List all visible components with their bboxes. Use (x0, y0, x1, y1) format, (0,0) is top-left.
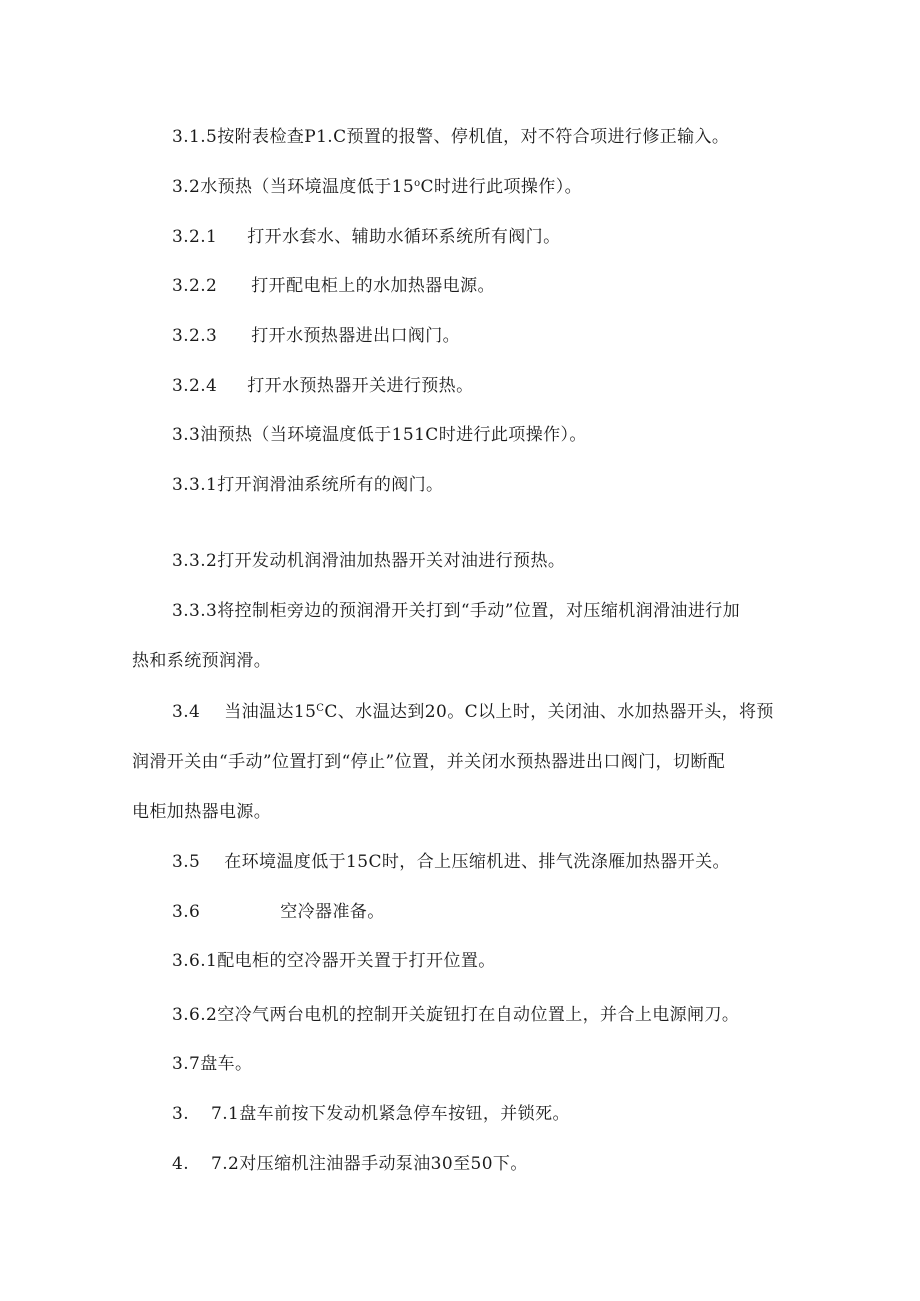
para-3-2-4 (172, 375, 473, 397)
para-3-3-3-text-a: 3.3.3将控制柜旁边的预润滑开关打到“手动”位置，对压缩机润滑油进行加 (172, 601, 741, 621)
para-3-2-3-number: 3.2.3 (172, 326, 218, 346)
para-3-2-1 (172, 226, 560, 248)
para-3-6-text: 空冷器准备。 (280, 902, 385, 922)
para-3-2-3-text: 打开水预热器进出口阀门。 (251, 326, 461, 346)
para-3-2-4-text: 打开水预热器开关进行预热。 (247, 376, 474, 396)
para-3-6-1-text: 3.6.1配电柜的空冷器开关置于打开位置。 (172, 951, 496, 971)
para-3-4-line-1 (172, 701, 774, 723)
para-3-3-3-text-b: 热和系统预润滑。 (132, 651, 272, 671)
para-3-3 (172, 424, 587, 446)
para-3-2-3 (172, 325, 460, 347)
para-3-3-1 (172, 474, 443, 496)
para-3-2-2-text: 打开配电柜上的水加热器电源。 (251, 276, 495, 296)
para-3-3-3-line-1 (172, 600, 740, 622)
para-3-3-3-line-2 (132, 650, 271, 672)
para-3-3-2 (172, 550, 565, 572)
para-3-3-2-text: 3.3.2打开发动机润滑油加热器开关对油进行预热。 (172, 551, 566, 571)
para-3-5-number: 3.5 (172, 852, 201, 872)
para-3-2-1-number: 3.2.1 (172, 227, 218, 247)
para-3-1-5-text: 3.1.5按附表检查P1.C预置的报警、停机值，对不符合项进行修正输入。 (172, 127, 730, 147)
para-3-2-text-b: C时进行此项操作）。 (420, 177, 583, 197)
para-3-6-2 (172, 1004, 739, 1026)
para-3-2-1-text: 打开水套水、辅助水循环系统所有阀门。 (247, 227, 561, 247)
para-3-4-text-b: 润滑开关由“手动”位置打到“停止”位置，并关闭水预热器进出口阀门，切断配 (132, 752, 726, 772)
para-3-4-text-a2: C、水温达到20。C以上时，关闭油、水加热器开头，将预 (324, 702, 774, 722)
para-3-4-text-a1: 当油温达15 (224, 702, 317, 722)
para-3-6-number: 3.6 (172, 902, 201, 922)
para-3-7 (172, 1053, 252, 1075)
para-4-7-2-text: 7.2对压缩机注油器手动泵油30至50下。 (211, 1154, 528, 1174)
para-3-4-line-2 (132, 751, 725, 773)
para-3-7-1 (172, 1103, 570, 1125)
para-3-7-1-number: 3. (172, 1104, 190, 1124)
para-3-6-1 (172, 950, 496, 972)
para-3-2 (172, 176, 582, 198)
degree-mark: o (414, 178, 421, 189)
para-3-2-2-number: 3.2.2 (172, 276, 218, 296)
para-3-6 (172, 901, 385, 923)
para-3-5 (172, 851, 730, 873)
para-3-1-5 (172, 126, 729, 148)
para-3-7-1-text: 7.1盘车前按下发动机紧急停车按钮，并锁死。 (211, 1104, 570, 1124)
superscript-mark: C (316, 703, 325, 714)
para-3-4-text-c: 电柜加热器电源。 (132, 802, 272, 822)
para-3-4-number: 3.4 (172, 702, 201, 722)
para-3-3-1-text: 3.3.1打开润滑油系统所有的阀门。 (172, 475, 444, 495)
para-3-2-4-number: 3.2.4 (172, 376, 218, 396)
para-3-3-text: 3.3油预热（当环境温度低于151C时进行此项操作）。 (172, 425, 587, 445)
para-3-4-line-3 (132, 801, 271, 823)
para-3-2-text-a: 3.2水预热（当环境温度低于15 (172, 177, 415, 197)
para-3-5-text: 在环境温度低于15C时，合上压缩机进、排气洗涤雁加热器开关。 (224, 852, 730, 872)
para-4-7-2 (172, 1153, 528, 1175)
para-3-7-text: 3.7盘车。 (172, 1054, 253, 1074)
para-4-7-2-number: 4. (172, 1154, 190, 1174)
para-3-6-2-text: 3.6.2空冷气两台电机的控制开关旋钮打在自动位置上，并合上电源闸刀。 (172, 1005, 740, 1025)
para-3-2-2 (172, 275, 495, 297)
